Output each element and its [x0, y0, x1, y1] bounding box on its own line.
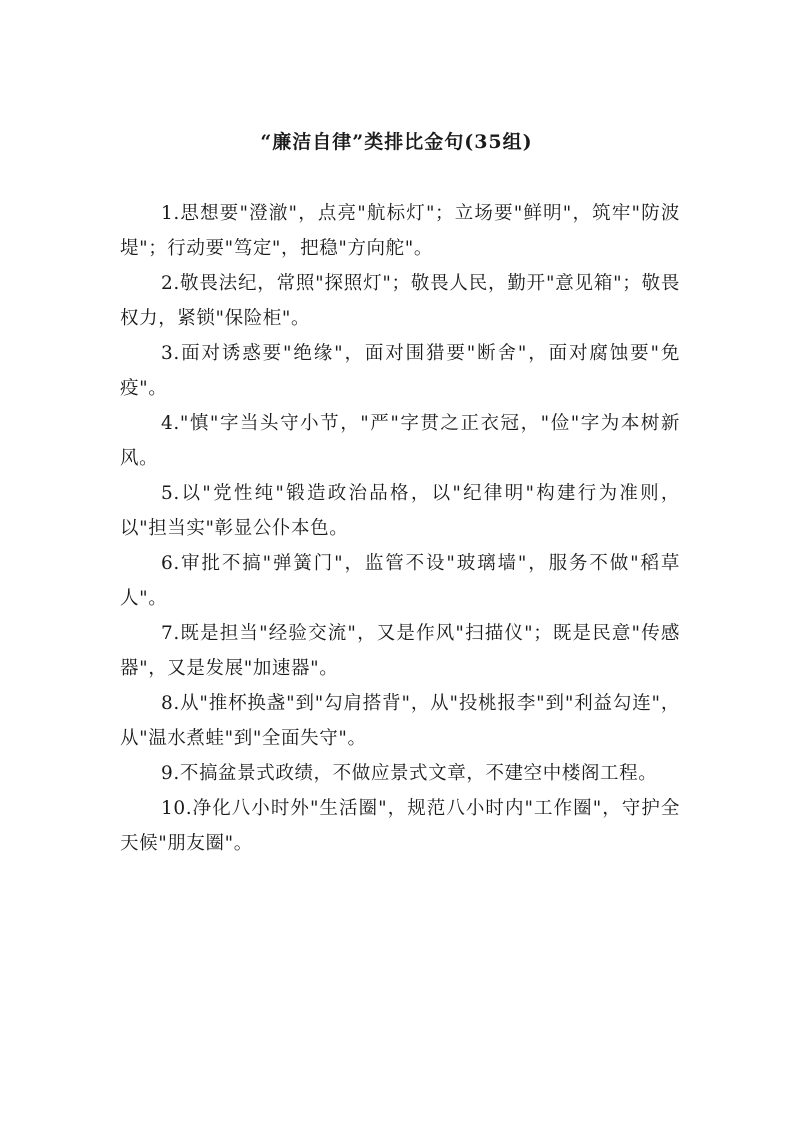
- paragraph-9: 9.不搞盆景式政绩，不做应景式文章，不建空中楼阁工程。: [161, 763, 658, 784]
- paragraph-8: 8.从"推杯换盏"到"勾肩搭背"，从"投桃报李"到"利益勾连"，从"温水煮蛙"到"全面失守"。: [120, 693, 680, 749]
- paragraph-1: 1.思想要"澄澈"，点亮"航标灯"；立场要"鲜明"，筑牢"防波堤"；行动要"笃定"，把稳"方向舵"。: [120, 203, 680, 259]
- paragraph-3: 3.面对诱惑要"绝缘"，面对围猎要"断舍"，面对腐蚀要"免疫"。: [120, 343, 680, 399]
- paragraph-7: 7.既是担当"经验交流"，又是作风"扫描仪"；既是民意"传感器"，又是发展"加速器"。: [120, 623, 680, 679]
- paragraph-6: 6.审批不搞"弹簧门"，监管不设"玻璃墙"，服务不做"稻草人"。: [120, 553, 680, 609]
- paragraph-10: 10.净化八小时外"生活圈"，规范八小时内"工作圈"，守护全天候"朋友圈"。: [120, 798, 680, 854]
- paragraph-5: 5.以"党性纯"锻造政治品格，以"纪律明"构建行为准则，以"担当实"彰显公仆本色。: [120, 483, 680, 539]
- document-body: [120, 196, 680, 861]
- paragraph-2: 2.敬畏法纪，常照"探照灯"；敬畏人民，勤开"意见箱"；敬畏权力，紧锁"保险柜"。: [120, 273, 680, 329]
- document-title: “廉洁自律”类排比金句(35组): [260, 131, 533, 153]
- paragraph-4: 4."慎"字当头守小节，"严"字贯之正衣冠，"俭"字为本树新风。: [120, 413, 680, 469]
